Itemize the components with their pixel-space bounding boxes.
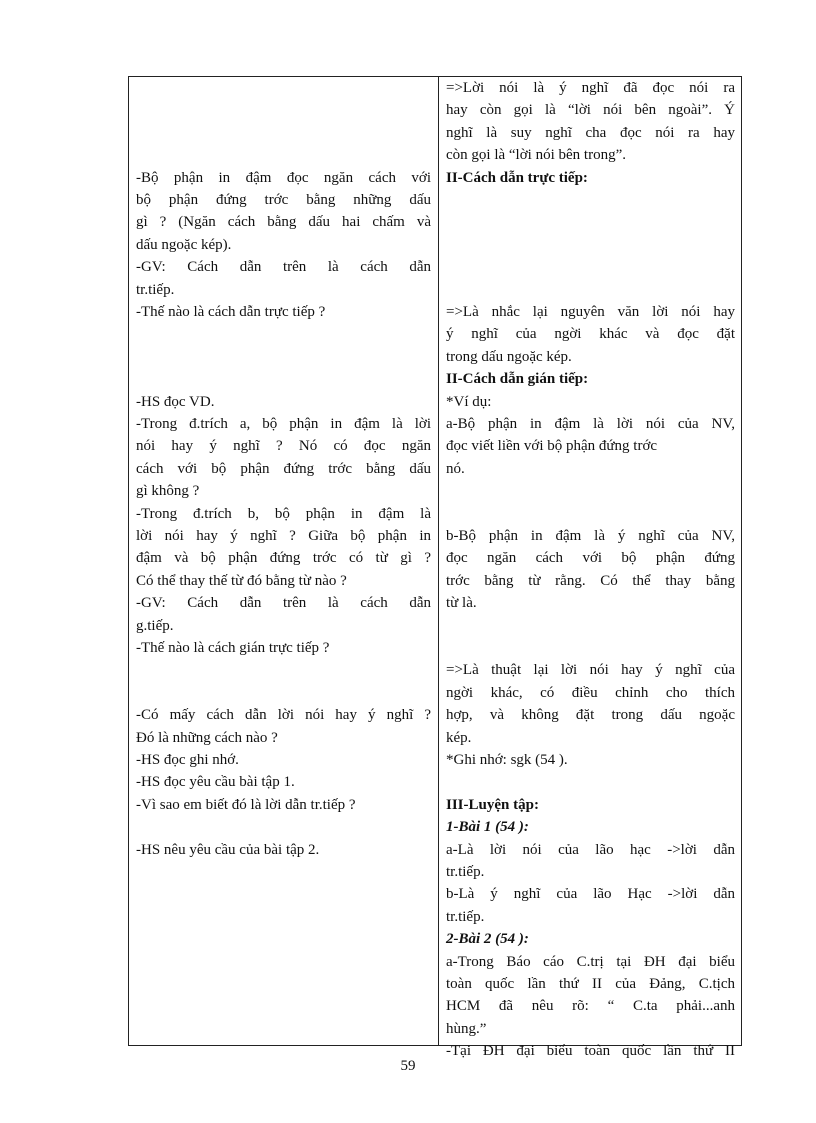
section-heading: III-Luyện tập: <box>446 796 539 813</box>
text-line: gì không ? <box>136 483 200 500</box>
text-line: a-Là lời nói của lão hạc ->lời dẫn <box>446 841 735 858</box>
text-line: tr.tiếp. <box>446 908 485 925</box>
teacher-student-activity-column <box>129 77 439 1045</box>
text-line: đậm và bộ phận đứng trớc có từ gì ? <box>136 550 431 567</box>
text-line: -Thế nào là cách dẫn trực tiếp ? <box>136 304 326 320</box>
lesson-content-column <box>439 77 741 1060</box>
text-line: gì ? (Ngăn cách bằng dấu hai chấm và <box>136 214 431 231</box>
section-heading: II-Cách dẫn gián tiếp: <box>446 371 589 388</box>
text-line: ý nghĩ của ngời khác và đọc đặt <box>446 326 735 343</box>
text-line: trớc bằng từ rằng. Có thể thay bằng <box>446 572 735 589</box>
text-line: a-Bộ phận in đậm là lời nói của NV, <box>446 416 735 432</box>
text-line: *Ghi nhớ: sgk (54 ). <box>446 752 568 768</box>
text-line: toàn quốc lần thứ II của Đảng, C.tịch <box>446 976 735 992</box>
text-line: a-Trong Báo cáo C.trị tại ĐH đại biểu <box>446 953 735 970</box>
text-line: =>Lời nói là ý nghĩ đã đọc nói ra <box>446 80 735 96</box>
text-line: =>Là nhắc lại nguyên văn lời nói hay <box>446 304 735 320</box>
text-line: dấu ngoặc kép). <box>136 236 232 253</box>
text-line: g.tiếp. <box>136 617 174 634</box>
text-line: kép. <box>446 729 472 746</box>
text-line: đọc ngăn cách với bộ phận đứng <box>446 550 735 567</box>
text-line: đọc viết liền với bộ phận đứng trớc <box>446 438 658 455</box>
text-line: HCM đã nêu rõ: “ C.ta phải...anh <box>446 998 735 1015</box>
text-line: -Thế nào là cách gián trực tiếp ? <box>136 640 330 656</box>
text-line: hùng.” <box>446 1020 487 1037</box>
text-line: -HS đọc yêu cầu bài tập 1. <box>136 774 295 791</box>
text-line: -HS đọc ghi nhớ. <box>136 752 239 768</box>
text-line: hợp, và không đặt trong dấu ngoặc <box>446 707 735 724</box>
page-number: 59 <box>400 1058 416 1074</box>
text-line: -GV: Cách dẫn trên là cách dẫn <box>136 259 431 276</box>
text-line: Có thể thay thế từ đó bằng từ nào ? <box>136 572 347 589</box>
text-line: lời nói hay ý nghĩ ? Giữa bộ phận in <box>136 528 431 544</box>
lesson-table <box>128 76 742 1060</box>
text-line: *Ví dụ: <box>446 393 492 410</box>
text-line: Đó là những cách nào ? <box>136 729 278 746</box>
text-line: -HS nêu yêu cầu của bài tập 2. <box>136 841 320 858</box>
text-line: -Trong đ.trích b, bộ phận in đậm là <box>136 505 431 522</box>
text-line: nghĩ là suy nghĩ cha đọc nói ra hay <box>446 124 735 141</box>
text-line: cách với bộ phận đứng trớc bằng dấu <box>136 460 431 477</box>
text-line: -Bộ phận in đậm đọc ngăn cách với <box>136 169 431 186</box>
text-line: -Tại ĐH đại biểu toàn quốc lần thứ II <box>446 1043 735 1060</box>
text-line: bộ phận đứng trớc bằng những dấu <box>136 192 431 208</box>
text-line: từ là. <box>446 595 477 612</box>
text-line: -HS đọc VD. <box>136 393 215 410</box>
text-line: -Trong đ.trích a, bộ phận in đậm là lời <box>136 416 431 432</box>
text-line: nó. <box>446 460 465 477</box>
section-heading: II-Cách dẫn trực tiếp: <box>446 169 588 186</box>
section-heading: 1-Bài 1 (54 ): <box>446 819 529 836</box>
text-line: -Vì sao em biết đó là lời dẫn tr.tiếp ? <box>136 796 356 813</box>
text-line: tr.tiếp. <box>446 864 485 880</box>
text-line: b-Là ý nghĩ của lão Hạc ->lời dẫn <box>446 886 735 903</box>
text-line: trong dấu ngoặc kép. <box>446 348 572 365</box>
text-line: b-Bộ phận in đậm là ý nghĩ của NV, <box>446 528 735 544</box>
text-line: =>Là thuật lại lời nói hay ý nghĩ của <box>446 662 735 679</box>
text-line: còn gọi là “lời nói bên trong”. <box>446 147 626 164</box>
text-line: -Có mấy cách dẫn lời nói hay ý nghĩ ? <box>136 707 431 724</box>
text-line: nói hay ý nghĩ ? Nó có đọc ngăn <box>136 438 431 455</box>
text-line: ngời khác, có điều chỉnh cho thích <box>446 684 735 701</box>
text-line: hay còn gọi là “lời nói bên ngoài”. Ý <box>446 102 735 119</box>
section-heading: 2-Bài 2 (54 ): <box>446 931 529 948</box>
text-line: tr.tiếp. <box>136 281 175 298</box>
text-line: -GV: Cách dẫn trên là cách dẫn <box>136 595 431 612</box>
